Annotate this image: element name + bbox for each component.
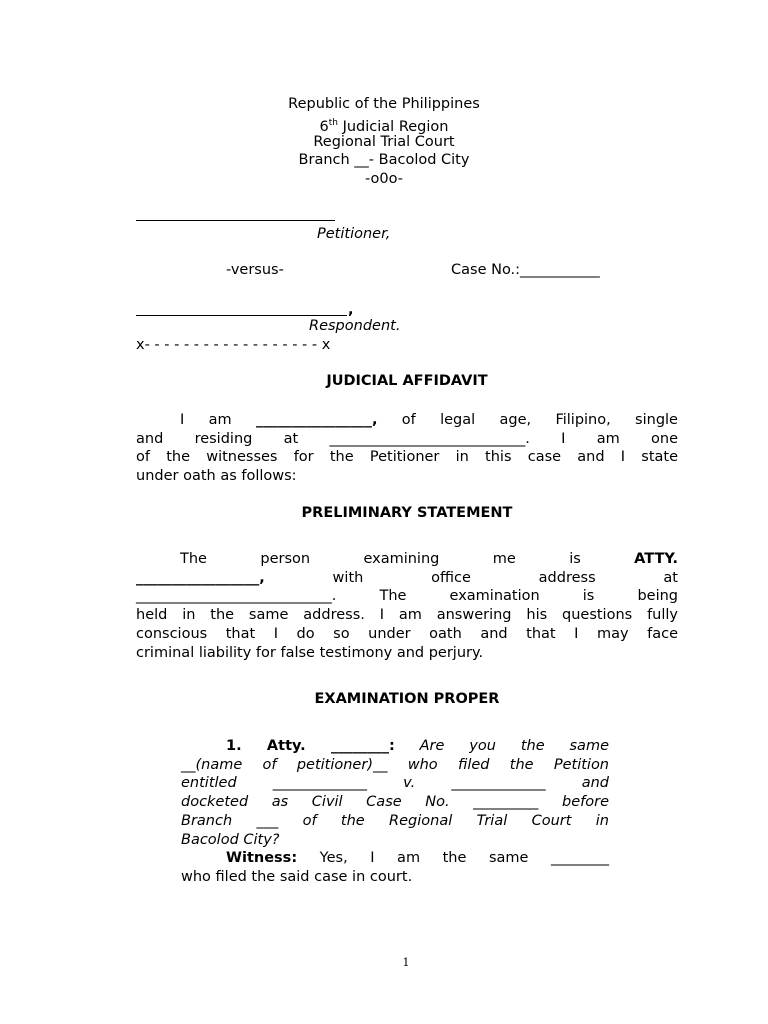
- header-judicial-region: 6th Judicial Region: [319, 118, 449, 135]
- caption-divider: x- - - - - - - - - - - - - - - - - - x: [136, 337, 331, 353]
- versus-label: -versus-: [226, 262, 284, 278]
- intro-paragraph: [136, 411, 678, 486]
- preliminary-line-2: _________________, with office address at: [136, 569, 678, 586]
- answer-1-line-1: Witness: Yes, I am the same ________: [226, 850, 609, 866]
- header-republic: Republic of the Philippines: [288, 96, 480, 112]
- header-branch: Branch __- Bacolod City: [298, 152, 470, 168]
- examination-heading: EXAMINATION PROPER: [314, 691, 500, 707]
- petitioner-label: Petitioner,: [317, 226, 391, 242]
- respondent-name-line: [136, 315, 347, 316]
- petitioner-name-line: [136, 220, 335, 221]
- preliminary-line-5: conscious that I do so under oath and that I may face: [136, 625, 678, 642]
- respondent-comma: ,: [348, 302, 354, 318]
- question-1-line-1: 1. Atty. ________: Are you the same: [226, 738, 609, 754]
- respondent-label: Respondent.: [309, 318, 401, 334]
- preliminary-line-1: The person examining me is ATTY.: [180, 551, 678, 567]
- document-title: JUDICIAL AFFIDAVIT: [326, 373, 488, 389]
- intro-line-2: and residing at ___________________________. I am one: [136, 430, 678, 447]
- question-1-line-6: Bacolod City?: [181, 831, 280, 848]
- header-separator: -o0o-: [365, 171, 403, 187]
- question-1-line-4: docketed as Civil Case No. _________ before: [181, 794, 609, 811]
- intro-line-3: of the witnesses for the Petitioner in this case and I state: [136, 449, 678, 466]
- case-number: Case No.:___________: [451, 262, 600, 278]
- preliminary-paragraph: [136, 550, 678, 662]
- answer-1-line-2: who filed the said case in court.: [181, 868, 413, 885]
- question-1: [181, 737, 609, 849]
- preliminary-line-6: criminal liability for false testimony and perjury.: [136, 644, 484, 661]
- preliminary-heading: PRELIMINARY STATEMENT: [301, 505, 513, 521]
- question-1-line-2: __(name of petitioner)__ who filed the Petition: [181, 756, 609, 773]
- intro-line-4: under oath as follows:: [136, 468, 297, 485]
- answer-1: [181, 849, 609, 886]
- question-1-line-3: entitled _____________ v. _____________ and: [181, 775, 609, 792]
- preliminary-line-4: held in the same address. I am answering his questions fully: [136, 607, 678, 624]
- intro-line-1: I am ________________, of legal age, Filipino, single: [180, 412, 678, 428]
- preliminary-line-3: ___________________________. The examination is being: [136, 588, 678, 605]
- question-1-line-5: Branch ___ of the Regional Trial Court in: [181, 812, 609, 829]
- page-number: 1: [402, 956, 410, 969]
- header-court: Regional Trial Court: [313, 134, 455, 150]
